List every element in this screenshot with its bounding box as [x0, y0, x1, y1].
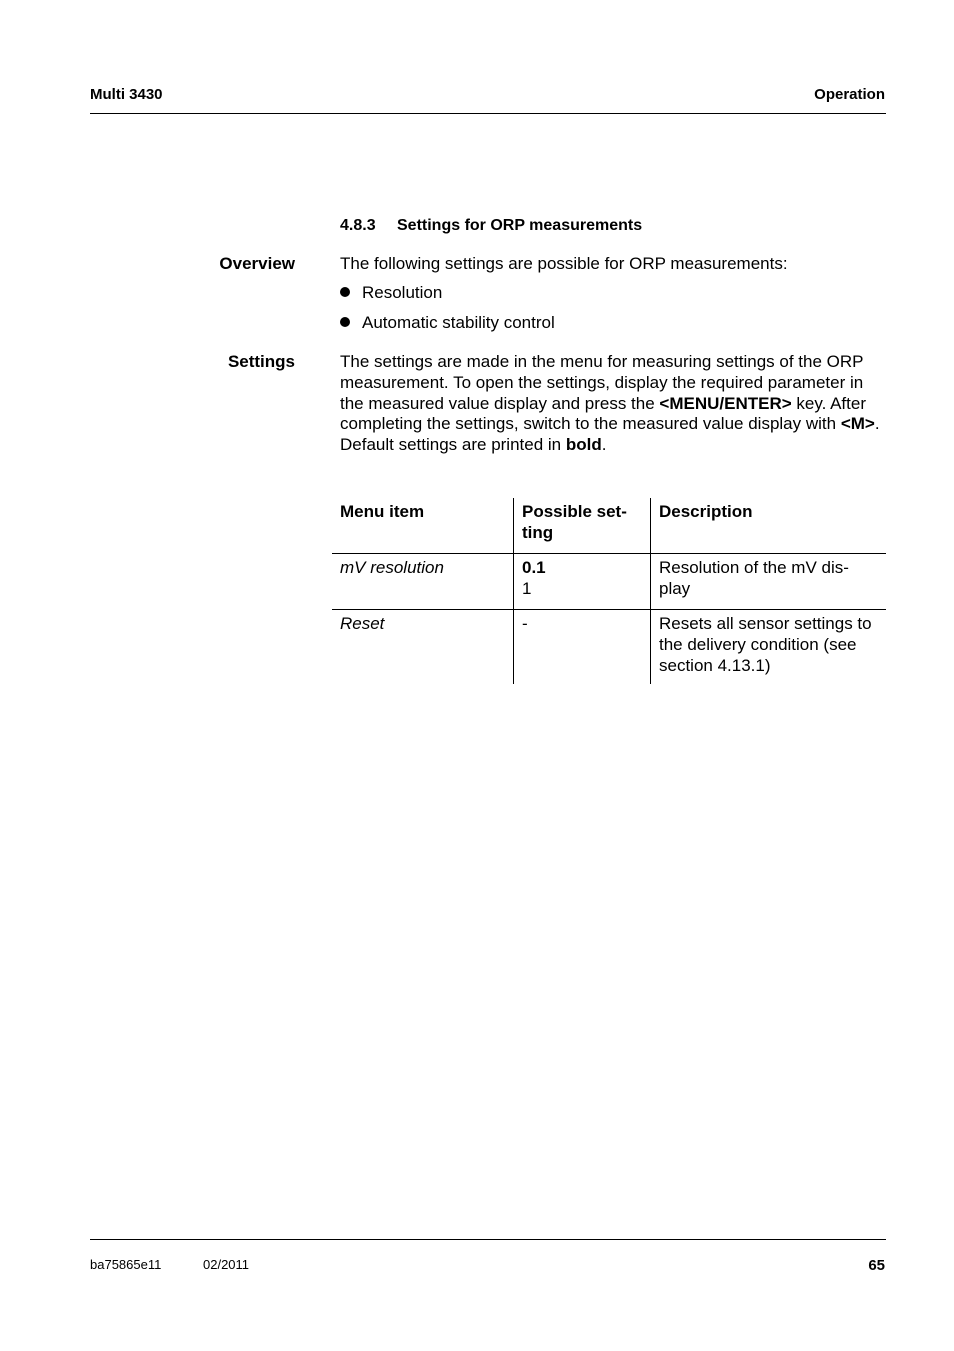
- settings-text: The settings are made in the menu for measuring settings of the ORP measurement. To open the settings, display the required parameter in the measured value display and press the: [340, 352, 864, 413]
- footer-rule: [90, 1239, 886, 1240]
- settings-table: [332, 498, 886, 684]
- cell-menu-item: Reset: [340, 614, 385, 633]
- overview-intro: The following settings are possible for ORP measurements:: [340, 254, 788, 273]
- m-key: <M>: [840, 414, 875, 434]
- overview-label: Overview: [219, 254, 295, 273]
- other-value: 1: [522, 578, 532, 598]
- table-row: [332, 610, 886, 685]
- footer-date: 02/2011: [203, 1257, 250, 1272]
- settings-paragraph: [340, 352, 888, 456]
- settings-text: key. After completing the settings, switch to the measured value display with: [340, 393, 866, 434]
- section-title: Settings for ORP measurements: [397, 217, 643, 234]
- cell-possible-setting: -: [514, 610, 651, 685]
- bullet-icon: [340, 317, 350, 327]
- header-rule: [90, 113, 886, 114]
- default-note-text: Default settings are printed in: [340, 435, 566, 455]
- bullet-item: [340, 283, 442, 303]
- header-product-name: Multi 3430: [90, 86, 163, 103]
- default-value: 0.1: [522, 558, 546, 577]
- page-number: 65: [868, 1257, 885, 1274]
- cell-menu-item: mV resolution: [332, 554, 514, 610]
- header-chapter-name: Operation: [814, 86, 885, 103]
- bullet-text: Automatic stability control: [362, 313, 555, 332]
- footer-doc-id: ba75865e11: [90, 1257, 162, 1272]
- col-header-menu-item: Menu item: [332, 498, 514, 554]
- bullet-item: [340, 313, 555, 333]
- section-number: 4.8.3: [340, 217, 376, 234]
- cell-description: Resets all sensor settings to the delivery condition (see section 4.13.1): [651, 610, 887, 685]
- default-note-text: .: [601, 435, 607, 455]
- cell-description: Resolution of the mV dis-play: [651, 554, 887, 610]
- default-note-bold: bold: [565, 435, 602, 455]
- settings-label: Settings: [227, 352, 295, 371]
- menu-enter-key: <MENU/ENTER>: [659, 393, 792, 413]
- col-header-possible-setting: Possible set-ting: [514, 498, 651, 554]
- bullet-text: Resolution: [362, 283, 443, 302]
- cell-possible-setting: [514, 554, 651, 610]
- bullet-icon: [340, 287, 350, 297]
- col-header-description: Description: [651, 498, 887, 554]
- table-header-row: [332, 498, 886, 554]
- table-row: [332, 554, 886, 610]
- section-heading: [340, 217, 642, 235]
- settings-text: .: [874, 414, 880, 434]
